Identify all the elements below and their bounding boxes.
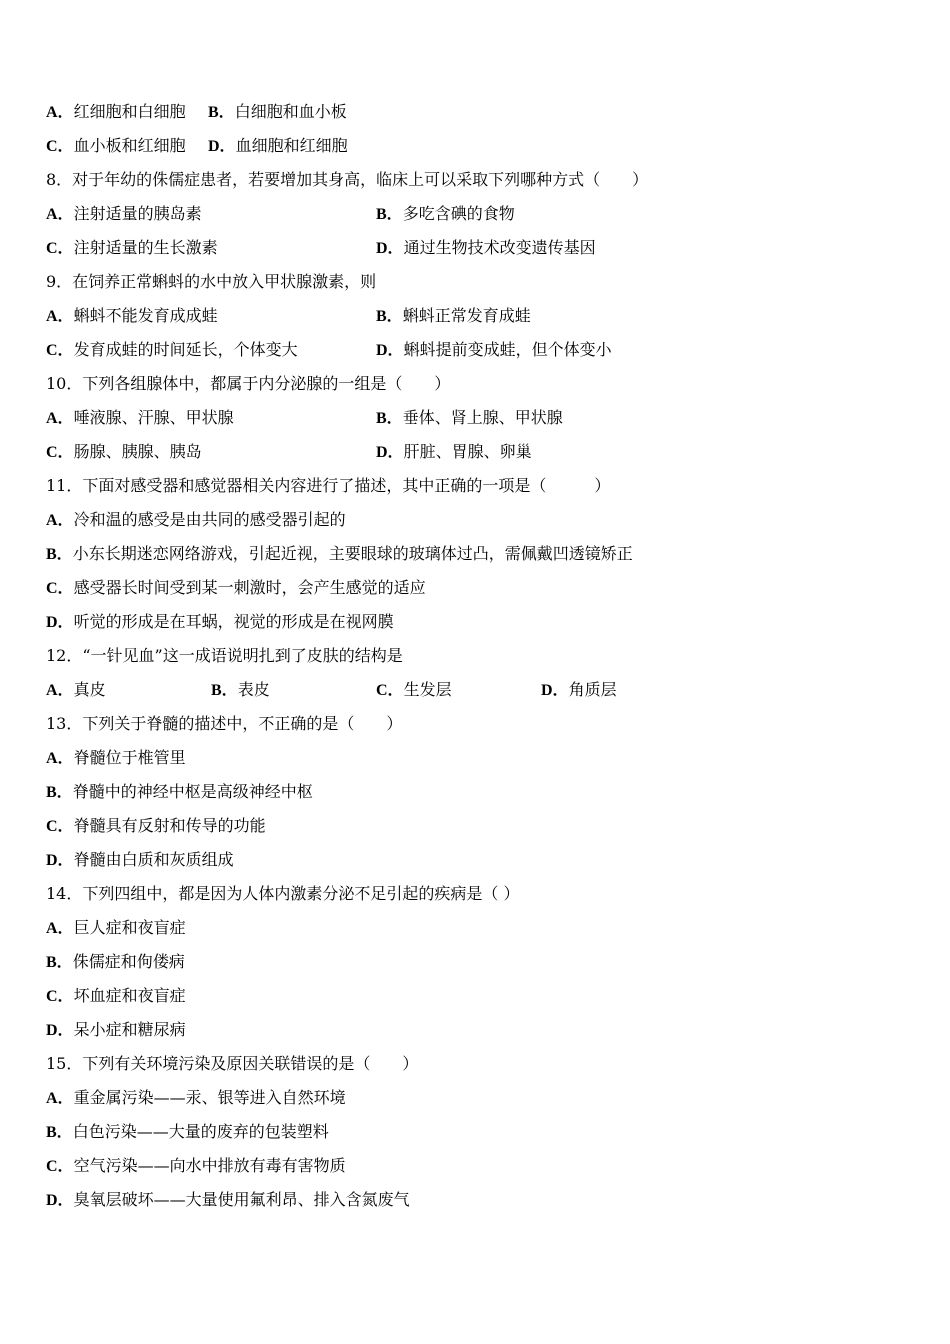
q11-option-d: D．听觉的形成是在耳蜗，视觉的形成是在视网膜 <box>46 612 394 631</box>
q11-option-c: C．感受器长时间受到某一刺激时，会产生感觉的适应 <box>46 578 426 597</box>
q11-option-b: B．小东长期迷恋网络游戏，引起近视，主要眼球的玻璃体过凸，需佩戴凹透镜矫正 <box>46 544 633 563</box>
q9-stem: 9．在饲养正常蝌蚪的水中放入甲状腺激素，则 <box>46 272 377 291</box>
q10-option-d: D．肝脏、胃腺、卵巢 <box>376 442 532 461</box>
q12-stem: 12．“一针见血”这一成语说明扎到了皮肤的结构是 <box>46 646 403 665</box>
q11-stem: 11．下面对感受器和感觉器相关内容进行了描述，其中正确的一项是（ ） <box>46 476 611 495</box>
q8-option-a: A．注射适量的胰岛素 <box>46 204 202 223</box>
q10-stem: 10．下列各组腺体中，都属于内分泌腺的一组是（ ） <box>46 374 451 393</box>
q13-option-a: A．脊髓位于椎管里 <box>46 748 186 767</box>
q10-option-c: C．肠腺、胰腺、胰岛 <box>46 442 202 461</box>
q8-stem: 8．对于年幼的侏儒症患者，若要增加其身高，临床上可以采取下列哪种方式（ ） <box>46 170 649 189</box>
q9-option-a: A．蝌蚪不能发育成成蛙 <box>46 306 218 325</box>
q13-option-d: D．脊髓由白质和灰质组成 <box>46 850 234 869</box>
q10-option-a: A．唾液腺、汗腺、甲状腺 <box>46 408 234 427</box>
q12-option-c: C．生发层 <box>376 680 452 699</box>
q11-option-a: A．冷和温的感受是由共同的感受器引起的 <box>46 510 346 529</box>
q14-option-b: B．侏儒症和佝偻病 <box>46 952 185 971</box>
q13-option-c: C．脊髓具有反射和传导的功能 <box>46 816 266 835</box>
q7-option-d: D．血细胞和红细胞 <box>208 136 348 155</box>
q9-option-c: C．发育成蛙的时间延长，个体变大 <box>46 340 298 359</box>
q13-stem: 13．下列关于脊髓的描述中，不正确的是（ ） <box>46 714 403 733</box>
q7-option-c: C．血小板和红细胞 <box>46 136 186 155</box>
q8-option-c: C．注射适量的生长激素 <box>46 238 218 257</box>
q15-option-d: D．臭氧层破坏——大量使用氟利昂、排入含氮废气 <box>46 1190 410 1209</box>
q15-option-a: A．重金属污染——汞、银等进入自然环境 <box>46 1088 346 1107</box>
q10-option-b: B．垂体、肾上腺、甲状腺 <box>376 408 563 427</box>
q12-option-b: B．表皮 <box>211 680 270 699</box>
q9-option-d: D．蝌蚪提前变成蛙，但个体变小 <box>376 340 612 359</box>
q12-option-d: D．角质层 <box>541 680 617 699</box>
q15-stem: 15．下列有关环境污染及原因关联错误的是（ ） <box>46 1054 419 1073</box>
q15-option-b: B．白色污染——大量的废弃的包装塑料 <box>46 1122 329 1141</box>
q8-option-b: B．多吃含碘的食物 <box>376 204 515 223</box>
q14-option-d: D．呆小症和糖尿病 <box>46 1020 186 1039</box>
q14-option-c: C．坏血症和夜盲症 <box>46 986 186 1005</box>
q14-stem: 14．下列四组中，都是因为人体内激素分泌不足引起的疾病是（ ） <box>46 884 520 903</box>
q12-option-a: A．真皮 <box>46 680 106 699</box>
q7-option-a: A．红细胞和白细胞 <box>46 102 186 121</box>
q15-option-c: C．空气污染——向水中排放有毒有害物质 <box>46 1156 346 1175</box>
q13-option-b: B．脊髓中的神经中枢是高级神经中枢 <box>46 782 313 801</box>
q8-option-d: D．通过生物技术改变遗传基因 <box>376 238 596 257</box>
q14-option-a: A．巨人症和夜盲症 <box>46 918 186 937</box>
q9-option-b: B．蝌蚪正常发育成蛙 <box>376 306 531 325</box>
q7-option-b: B．白细胞和血小板 <box>208 102 347 121</box>
